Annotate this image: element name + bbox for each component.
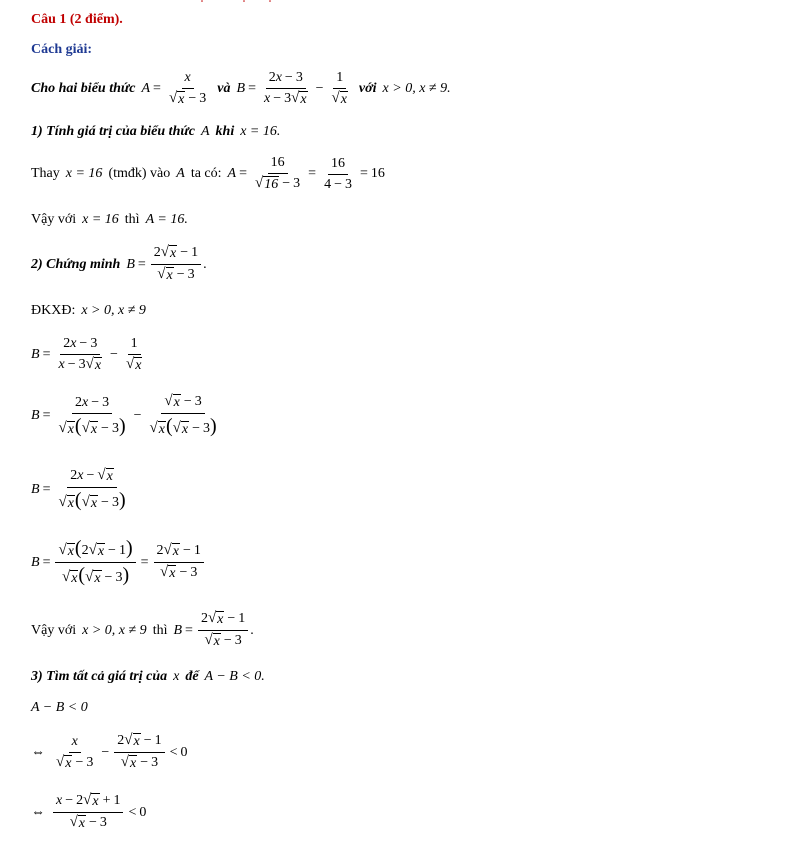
formula-A: x √ x − 3 <box>168 70 207 107</box>
intro-line: Cho hai biểu thức A = x √ x − 3 và B = 2x − 3 x − 3 √ x − 1 √ x với x > 0, x ≠ 9. <box>31 70 451 107</box>
part3-step-b: ⇔ x − 2 √ x + 1 √ x − 3 < 0 <box>31 792 147 831</box>
part3-line1 <box>31 700 88 716</box>
part3-heading-text: 3) Tìm tất cả giá trị của <box>31 669 168 684</box>
part2-heading-text: 2) Chứng minh <box>31 256 121 272</box>
question-title: Câu 1 (2 điểm). <box>31 12 123 27</box>
step-4: B = √ x (2 √ x − 1) √ x ( √ x − 3) = 2 √ x − 1 √ x − 3 <box>31 538 206 587</box>
sub-mid: ta có: <box>190 166 222 181</box>
step-1: B = 2x − 3 x − 3 √ x − 1 √ x <box>31 336 142 373</box>
part1-heading-when: khi <box>215 124 235 139</box>
equiv-symbol: ⇔ <box>31 804 45 820</box>
sub-prefix: Thay <box>31 166 60 181</box>
part3-ineq: A − B < 0 <box>31 700 88 715</box>
sub-note: (tmđk) vào <box>108 166 171 181</box>
intro-cond-word: với <box>358 81 377 96</box>
top-dots <box>0 0 795 4</box>
p2-conc-then: thì <box>152 622 168 638</box>
p1-conc-prefix: Vậy với <box>31 212 77 227</box>
intro-prefix: Cho hai biểu thức <box>31 81 136 96</box>
part1-substitution: Thay x = 16 (tmđk) vào A ta có: A = 16 √ 16 − 3 = $\frac{16}{4 - 3}$ = 16 <box>31 155 385 192</box>
dkxd-cond: x > 0, x ≠ 9 <box>81 303 146 318</box>
part3-heading-ineq: A − B < 0. <box>204 669 265 684</box>
part2-target-frac: 2 √ x − 1 √ x − 3 <box>151 245 201 284</box>
equiv-symbol: ⇔ <box>31 744 45 760</box>
method-label: Cách giải: <box>31 42 93 57</box>
part3-heading-var: x <box>173 669 180 684</box>
sub-frac-1: 16 √ 16 − 3 <box>255 155 301 192</box>
step-2: B = 2x − 3 √ x ( √ x − 3) − √ x − 3 √ x ( √ x − 3) <box>31 393 217 437</box>
p2-conc-cond: x > 0, x ≠ 9 <box>82 622 147 638</box>
formula-B-part2: 1 √ x <box>331 70 347 107</box>
part3-heading-so: để <box>185 669 199 684</box>
sub-val: x = 16 <box>65 166 103 181</box>
intro-cond: x > 0, x ≠ 9. <box>382 81 451 96</box>
part1-heading-var: A <box>200 124 210 139</box>
part3-heading <box>31 669 265 685</box>
sub-frac-2: $\frac{16}{4 - 3}$ <box>324 155 352 192</box>
p1-conc-val: x = 16 <box>82 212 119 227</box>
part1-heading <box>31 124 280 140</box>
intro-and: và <box>217 81 231 96</box>
formula-B-part1: 2x − 3 x − 3 √ x <box>263 70 307 107</box>
part2-conclusion: Vậy với x > 0, x ≠ 9 thì B = 2 √ x − 1 √ x − 3 . <box>31 610 254 649</box>
dkxd-label: ĐKXĐ: <box>31 303 76 318</box>
sub-var: A <box>176 166 185 181</box>
p1-conc-then: thì <box>124 212 140 227</box>
part1-conclusion <box>31 212 188 228</box>
p2-conc-prefix: Vậy với <box>31 622 77 638</box>
part1-heading-text: 1) Tính giá trị của biểu thức <box>31 124 195 139</box>
part1-heading-cond: x = 16. <box>240 124 281 139</box>
part2-heading: 2) Chứng minh B = 2 √ x − 1 √ x − 3 . <box>31 244 207 283</box>
part3-step-a: ⇔ x √ x − 3 − 2 √ x − 1 √ x − 3 < 0 <box>31 732 188 771</box>
dkxd-line <box>31 303 146 319</box>
p1-conc-res: A = 16. <box>145 212 188 227</box>
step-3: B = 2x − √ x √ x ( √ x − 3) <box>31 467 126 511</box>
